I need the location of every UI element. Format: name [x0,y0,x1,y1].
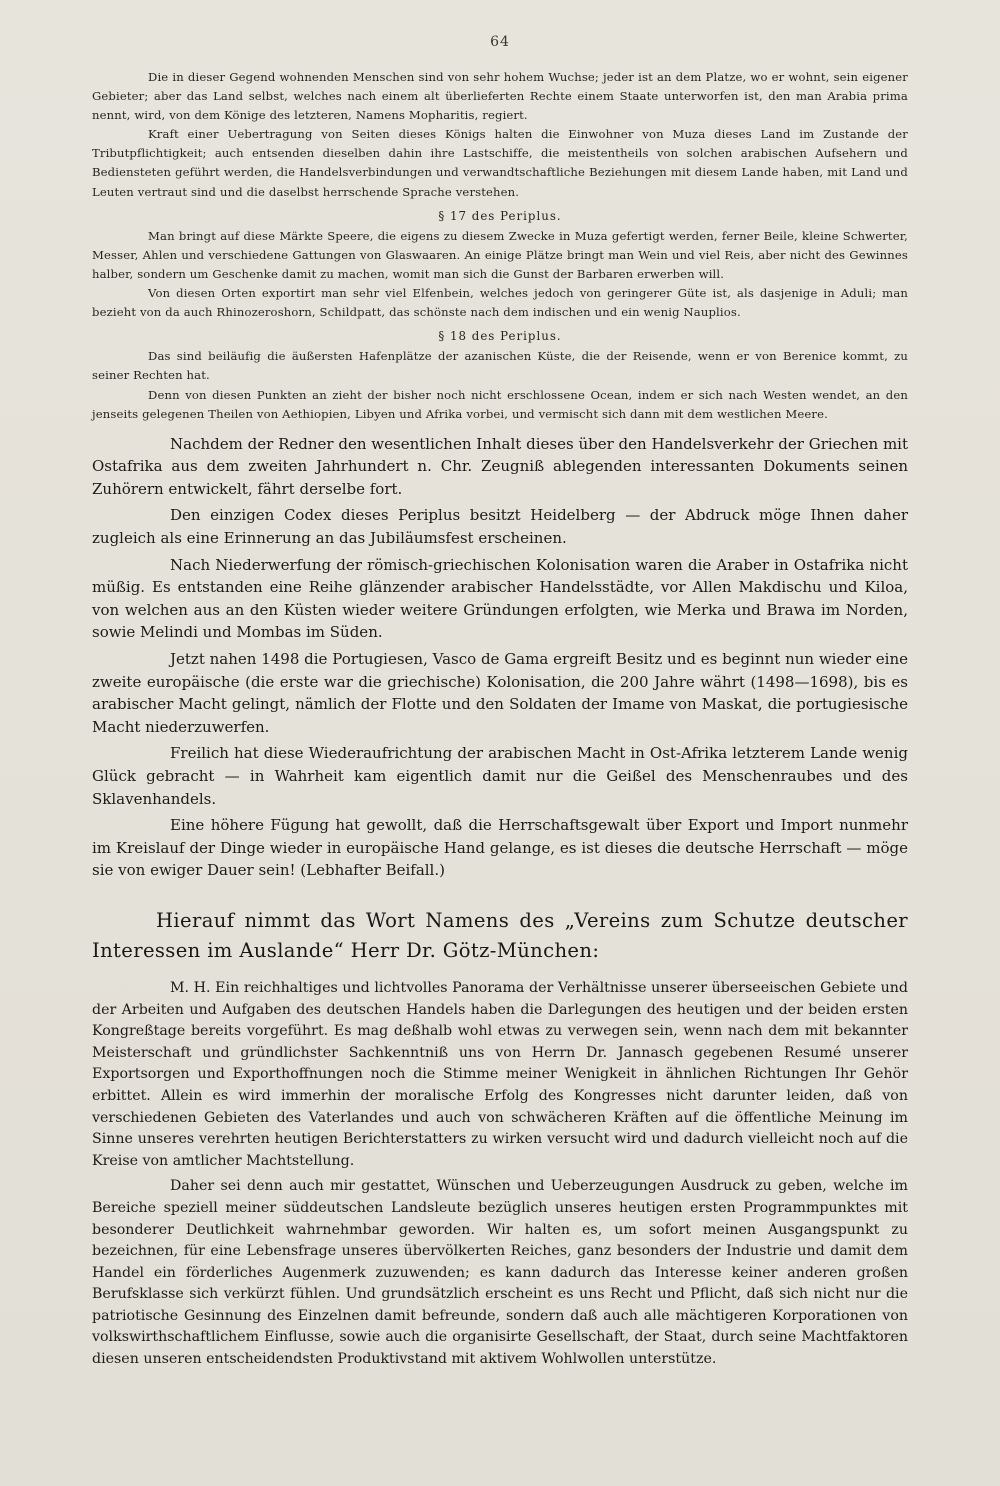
body-paragraph: Jetzt nahen 1498 die Portugiesen, Vasco de Gama ergreift Besitz und es beginnt nun wieder eine zweite europäische (die erste war die griechische) Kolonisation, die 200 Jahre währt (1498—1698), bis es arabischer Macht gelingt, nämlich der Flotte und den Soldaten der Imame von Maskat, die portugiesische Macht niederzuwerfen. [92,650,908,736]
speaker-introduction: Hierauf nimmt das Wort Namens des „Vereins zum Schutze deutscher Interessen im Auslande“ Herr Dr. Götz-München: [92,908,908,962]
main-text [92,433,908,882]
section-18-heading: § 18 des Periplus. [438,329,562,344]
periplus-intro-paragraph: Kraft einer Uebertragung von Seiten dieses Königs halten die Einwohner von Muza dieses Land im Zustande der Tributpflichtigkeit; auch entsenden dieselben dahin ihre Lastschiffe, die meistentheils von solchen arabischen Aufsehern und Bediensteten geführt werden, die Handelsverbindungen und verwandtschaftliche Beziehungen mit diesem Lande haben, mit Land und Leuten vertraut sind und die daselbst herrschende Sprache verstehen. [92,127,908,199]
speech-paragraph: Daher sei denn auch mir gestattet, Wünschen und Ueberzeugungen Ausdruck zu geben, welche im Bereiche speziell meiner süddeutschen Landsleute bezüglich unseres heutigen ersten Programmpunktes mit besonderer Deutlichkeit wahrnehmbar geworden. Wir halten es, um sofort meinen Ausgangspunkt zu bezeichnen, für eine Lebensfrage unseres übervölkerten Reiches, ganz besonders der Industrie und damit dem Handel ein förderliches Augenmerk zuzuwenden; es kann dadurch das Interesse keiner anderen großen Berufsklasse sich verkürzt fühlen. Und grundsätzlich erscheint es uns Recht und Pflicht, daß sich nicht nur die patriotische Gesinnung des Einzelnen damit befreunde, sondern daß auch alle mächtigeren Korporationen von volkswirthschaftlichem Einflusse, sowie auch die organisirte Gesellschaft, der Staat, durch seine Machtfaktoren diesen unseren entscheidendsten Produktivstand mit aktivem Wohlwollen unterstütze. [92,1178,908,1368]
body-paragraph: Eine höhere Fügung hat gewollt, daß die Herrschaftsgewalt über Export und Import nunmehr im Kreislauf der Dinge wieder in europäische Hand gelange, es ist dieses die deutsche Herrschaft — möge sie von ewiger Dauer sein! (Lebhafter Beifall.) [92,816,908,880]
body-paragraph: Nachdem der Redner den wesentlichen Inhalt dieses über den Handelsverkehr der Griechen mit Ostafrika aus dem zweiten Jahrhundert n. Chr. Zeugniß ablegenden interessanten Dokuments seinen Zuhörern entwickelt, fährt derselbe fort. [92,434,908,498]
body-paragraph: Den einzigen Codex dieses Periplus besitzt Heidelberg — der Abdruck möge Ihnen daher zugleich als eine Erinnerung an das Jubiläumsfest erscheinen. [92,506,908,548]
section-17-heading: § 17 des Periplus. [438,208,562,223]
periplus-excerpt [92,68,908,424]
body-paragraph: Nach Niederwerfung der römisch-griechischen Kolonisation waren die Araber in Ostafrika nicht müßig. Es entstanden eine Reihe glänzender arabischer Handelsstädte, vor Allen Makdischu und Kiloa, von welchen aus an den Küsten wieder weitere Gründungen erfolgten, wie Merka und Brawa im Norden, sowie Melindi und Mombas im Süden. [92,555,908,642]
speech-text [92,978,908,1371]
page-number: 64 [490,34,510,50]
section-17-paragraph: Von diesen Orten exportirt man sehr viel Elfenbein, welches jedoch von geringerer Güte ist, als dasjenige in Aduli; man bezieht von da auch Rhinozeroshorn, Schildpatt, das schönste nach dem indischen und ein wenig Nauplios. [92,286,908,320]
section-17-paragraph: Man bringt auf diese Märkte Speere, die eigens zu diesem Zwecke in Muza gefertigt werden, ferner Beile, kleine Schwerter, Messer, Ahlen und verschiedene Gattungen von Glaswaaren. An einige Plätze bringt man Wein und viel Reis, aber nicht des Gewinnes halber, sondern um Geschenke damit zu machen, womit man sich die Gunst der Barbaren erwerben will. [92,228,908,281]
section-18-paragraph: Denn von diesen Punkten an zieht der bisher noch nicht erschlossene Ocean, indem er sich nach Westen wendet, an den jenseits gelegenen Theilen von Aethiopien, Libyen und Afrika vorbei, und vermischt sich dann mit dem westlichen Meere. [92,387,908,421]
section-18-paragraph: Das sind beiläufig die äußersten Hafenplätze der azanischen Küste, die der Reisende, wenn er von Berenice kommt, zu seiner Rechten hat. [92,349,908,383]
speech-paragraph: M. H. Ein reichhaltiges und lichtvolles Panorama der Verhältnisse unserer überseeischen Gebiete und der Arbeiten und Aufgaben des deutschen Handels haben die Darlegungen des heutigen und der beiden ersten Kongreßtage bereits vorgeführt. Es mag deßhalb wohl etwas zu verwegen sein, wenn nach dem mit bekannter Meisterschaft und gründlichster Sachkenntniß uns von Herrn Dr. Jannasch gegebenen Resumé unserer Exportsorgen und Exporthoffnungen noch die Stimme meiner Wenigkeit in ähnlichen Richtungen Ihr Gehör erbittet. Allein es wird immerhin der moralische Erfolg des Kongresses nicht darunter leiden, daß von verschiedenen Gebieten des Vaterlandes und auch von schwächeren Kräften auf die öffentliche Meinung im Sinne unseres verehrten heutigen Berichterstatters zu wirken versucht wird und dadurch vielleicht noch auf die Kreise von amtlicher Machtstellung. [92,979,908,1169]
body-paragraph: Freilich hat diese Wiederaufrichtung der arabischen Macht in Ost-Afrika letzterem Lande wenig Glück gebracht — in Wahrheit kam eigentlich damit nur die Geißel des Menschenraubes und des Sklavenhandels. [92,744,908,808]
periplus-intro-paragraph: Die in dieser Gegend wohnenden Menschen sind von sehr hohem Wuchse; jeder ist an dem Platze, wo er wohnt, sein eigener Gebieter; aber das Land selbst, welches nach einem alt überlieferten Rechte einem Staate unterworfen ist, den man Arabia prima nennt, wird, von dem Könige des letzteren, Namens Mopharitis, regiert. [92,70,908,123]
